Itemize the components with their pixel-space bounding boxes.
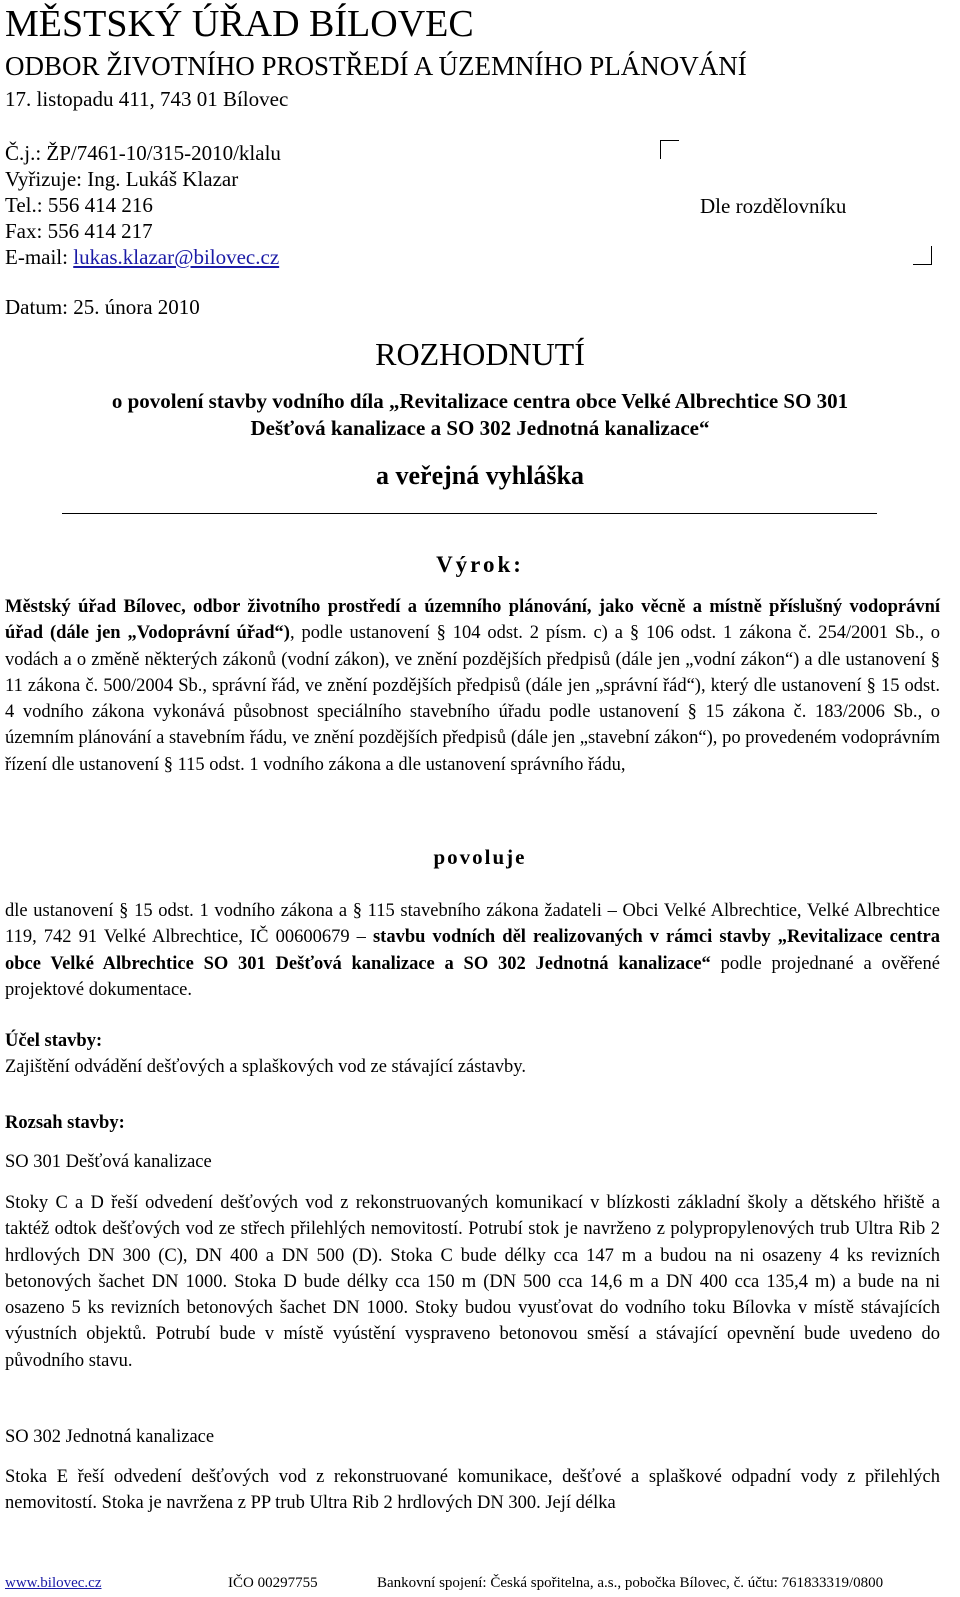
verdict-paragraph <box>5 594 940 778</box>
subject-line-2: Dešťová kanalizace a SO 302 Jednotná kanalizace“ <box>250 416 710 440</box>
document-title: ROZHODNUTÍ <box>375 336 585 372</box>
permit-paragraph <box>5 898 940 1003</box>
verdict-law-2: 183/2006 Sb. <box>814 702 918 723</box>
permits-heading: povoluje <box>433 845 527 869</box>
email-line <box>5 244 279 270</box>
footer-website-link[interactable]: www.bilovec.cz <box>5 1575 102 1591</box>
department-name: ODBOR ŽIVOTNÍHO PROSTŘEDÍ A ÚZEMNÍHO PLÁNOVÁNÍ <box>5 51 747 81</box>
footer-bank: Bankovní spojení: Česká spořitelna, a.s., pobočka Bílovec, č. účtu: 761833319/0800 <box>377 1575 884 1591</box>
email-link[interactable]: lukas.klazar@bilovec.cz <box>73 245 280 269</box>
so302-title: SO 302 Jednotná kanalizace <box>5 1427 215 1447</box>
address-window-corner-top-left <box>660 140 679 159</box>
footer-ico: IČO 00297755 <box>228 1575 318 1591</box>
so301-paragraph: Stoky C a D řeší odvedení dešťových vod z rekonstruovaných komunikací v blízkosti základní školy a dětského hřiště a taktéž odtok dešťových vod ze střech přilehlých nemovitostí. Potrubí stok je navrženo z polypropylenových trub Ultra Rib 2 hrdlových DN 300 (C), DN 400 a DN 500 (D). Stoka C bude délky cca 147 m a budou na ni osazeny 4 ks revizních betonových šachet DN 1000. Stoka D bude délky cca 150 m (DN 500 cca 14,6 m a DN 400 cca 135,4 m) a bude na ni osazeno 5 ks revizních betonových šachet DN 1000. Stoky budou vyusťovat do vodního toku Bílovka v místě stávajících výustních objektů. Potrubí bude v místě vyústění vyspraveno betonovou směsí a stávající opevnění bude uvedeno do původního stavu. <box>5 1193 940 1371</box>
permit-bold: stavbu vodních děl realizovaných v rámci stavby „Revitalizace centra obce Velké Albrechtice SO 301 Dešťová kanalizace a SO 302 Jednotná kanalizace“ <box>5 927 940 974</box>
permit-text-2: podle projednané a ověřené projektové dokumentace. <box>5 953 940 1000</box>
so301-title: SO 301 Dešťová kanalizace <box>5 1152 212 1172</box>
fax-number: Fax: 556 414 217 <box>5 219 153 243</box>
organization-name: MĚSTSKÝ ÚŘAD BÍLOVEC <box>5 3 474 45</box>
scope-heading: Rozsah stavby: <box>5 1113 125 1133</box>
phone-number: Tel.: 556 414 216 <box>5 193 153 217</box>
verdict-heading: Výrok: <box>436 552 524 577</box>
verdict-text-1: , podle ustanovení § 104 odst. 2 písm. c) a § 106 odst. 1 zákona č. <box>289 623 819 644</box>
permit-text-1: dle ustanovení § 15 odst. 1 vodního zákona a § 115 stavebního zákona žadateli – Obci Velké Albrechtice, Velké Albrechtice 119, 742 91 Velké Albrechtice, IČ 00600679 – <box>5 901 940 948</box>
handled-by: Vyřizuje: Ing. Lukáš Klazar <box>5 167 239 191</box>
so302-paragraph: Stoka E řeší odvedení dešťových vod z rekonstruované komunikace, dešťové a splaškové odpadní vody z přilehlých nemovitostí. Stoka je navržena z PP trub Ultra Rib 2 hrdlových DN 300. Její délka <box>5 1467 940 1514</box>
reference-number: Č.j.: ŽP/7461-10/315-2010/klalu <box>5 141 281 165</box>
verdict-text-2: , o vodách a o změně některých zákonů (vodní zákon), ve znění pozdějších předpisů (dále jen „vodní zákon“) a dle ustanovení § 11 zákona č. 500/2004 Sb., správní řád, ve znění pozdějších předpisů (dále jen „správní řád“), který dle ustanovení § 15 odst. 4 vodního zákona vykonává působnost speciálního stavebního úřadu podle ustanovení § 15 zákona č. <box>5 623 940 723</box>
purpose-heading: Účel stavby: <box>5 1031 103 1051</box>
divider-line <box>62 513 877 514</box>
subject-line-1: o povolení stavby vodního díla „Revitalizace centra obce Velké Albrechtice SO 301 <box>111 389 849 413</box>
verdict-intro-bold: Městský úřad Bílovec, odbor životního prostředí a územního plánování, jako věcně a místně příslušný vodoprávní úřad (dále jen „Vodoprávní úřad“) <box>5 597 940 644</box>
recipient: Dle rozdělovníku <box>700 194 847 218</box>
office-address: 17. listopadu 411, 743 01 Bílovec <box>5 87 289 111</box>
public-notice: a veřejná vyhláška <box>376 461 584 490</box>
verdict-text-3: , o územním plánování a stavebním řádu, ve znění pozdějších předpisů (dále jen „stavební zákon“), po provedeném vodoprávním řízení dle ustanovení § 115 odst. 1 vodního zákona a dle ustanovení správního řádu, <box>5 702 941 775</box>
document-date: Datum: 25. února 2010 <box>5 295 200 319</box>
purpose-text: Zajištění odvádění dešťových a splaškových vod ze stávající zástavby. <box>5 1057 526 1077</box>
address-window-corner-bottom-right <box>913 246 932 265</box>
email-label: E-mail: <box>5 245 74 269</box>
verdict-law-1: 254/2001 Sb. <box>818 623 920 644</box>
